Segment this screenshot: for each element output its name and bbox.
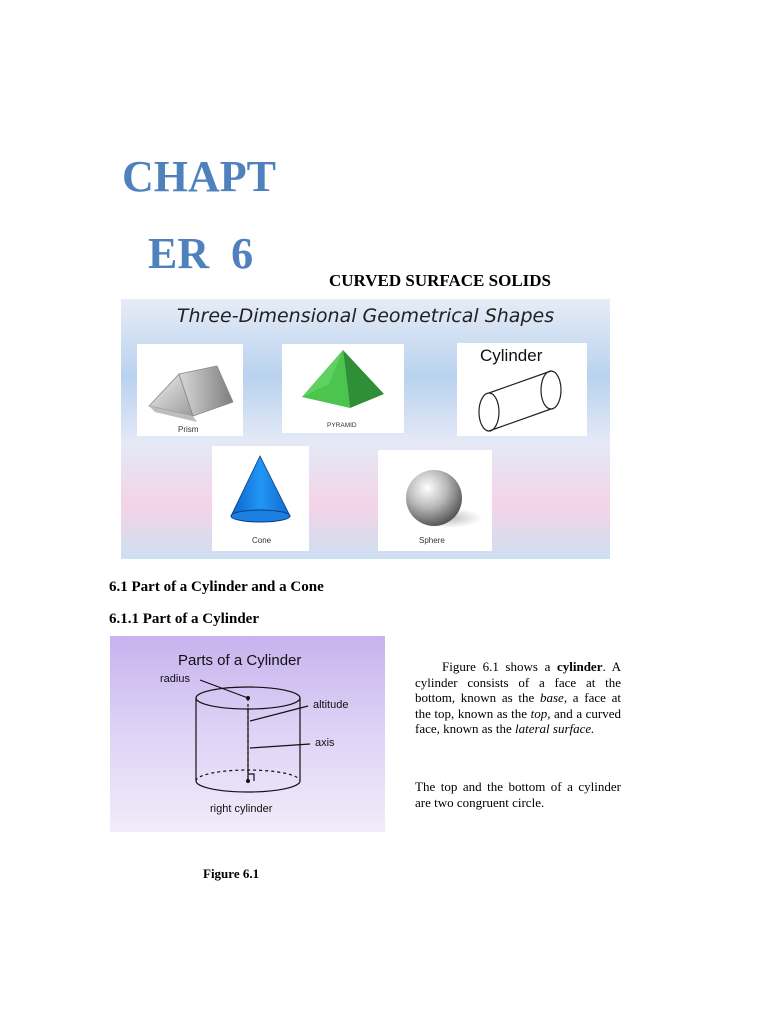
cylinder-image — [457, 343, 587, 436]
cylinder-card — [457, 343, 587, 436]
figure-caption: Figure 6.1 — [203, 866, 260, 881]
parts-figure-title: Parts of a Cylinder — [178, 652, 302, 669]
prism-image — [137, 344, 243, 436]
section-title: CURVED SURFACE SOLIDS — [329, 271, 552, 290]
prism-card — [137, 344, 243, 436]
paragraph-cylinder-description: Figure 6.1 shows a cylinder. A cylinder consists of a face at the bottom, known as the base, a face at the top, known as the top, and a curved face, known as the lateral surface. — [415, 659, 622, 736]
chapter-title-line-2: ER 6 — [148, 229, 254, 278]
pyramid-image — [282, 344, 404, 433]
axis-label: axis — [315, 737, 335, 749]
heading-6-1-1: 6.1.1 Part of a Cylinder — [109, 611, 259, 627]
heading-6-1: 6.1 Part of a Cylinder and a Cone — [109, 579, 324, 595]
pyramid-card — [282, 344, 404, 433]
cone-label: Cone — [252, 536, 272, 545]
altitude-label: altitude — [313, 699, 349, 711]
shapes-figure — [121, 299, 610, 559]
cone-card — [212, 446, 309, 551]
shapes-figure-title: Three-Dimensional Geometrical Shapes — [176, 305, 555, 327]
sphere-card — [378, 450, 492, 551]
chapter-title-line-1: CHAPT — [122, 152, 276, 201]
paragraph-congruent-circles: The top and the bottom of a cylinder are two congruent circle. — [415, 779, 621, 810]
prism-label: Prism — [178, 425, 199, 434]
parts-of-cylinder-figure — [110, 636, 385, 832]
radius-label: radius — [160, 673, 190, 685]
pyramid-label: PYRAMID — [327, 422, 357, 429]
right-cylinder-label: right cylinder — [210, 803, 273, 815]
cylinder-label: Cylinder — [480, 346, 543, 365]
sphere-label: Sphere — [419, 536, 445, 545]
